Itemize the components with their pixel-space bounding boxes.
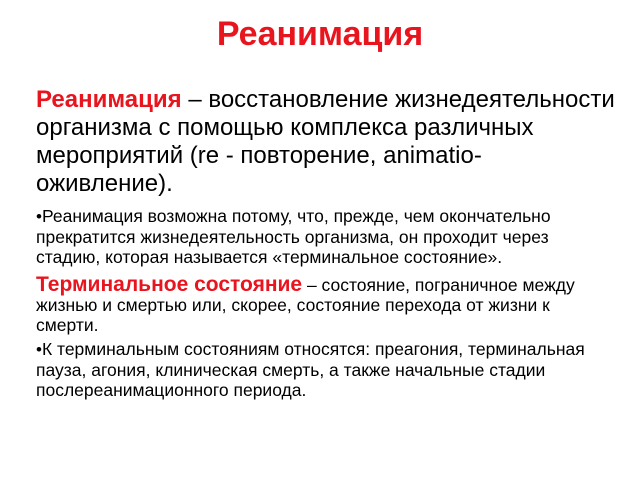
terminal-term: Терминальное состояние — [36, 273, 303, 296]
bullet-item — [36, 206, 616, 267]
terminal-text: – состояние, пограничное между жизнью и смертью или, скорее, состояние перехода от жизни к смерти. — [36, 275, 575, 335]
slide-title: Реанимация — [216, 15, 424, 53]
bullet-text: Реанимация возможна потому, что, прежде, чем окончательно прекратится жизнедеятельность организма, он проходит через стадию, которая называется «терминальное состояние». — [36, 206, 551, 267]
bullet-marker: • — [36, 340, 42, 359]
definition-paragraph — [36, 86, 616, 198]
bullet-text: К терминальным состояниям относятся: преагония, терминальная пауза, агония, клиническая смерть, а также начальные стадии послереанимационного периода. — [36, 339, 585, 400]
bullet-item — [36, 339, 616, 400]
bullet-marker: • — [36, 207, 42, 226]
definition-term: Реанимация — [36, 86, 182, 113]
slide-body — [36, 86, 616, 408]
definition-text: – восстановление жизнедеятельности организма с помощью комплекса различных мероприятий (re - повторение, animatio- оживление). — [36, 86, 615, 197]
terminal-paragraph — [36, 275, 616, 335]
